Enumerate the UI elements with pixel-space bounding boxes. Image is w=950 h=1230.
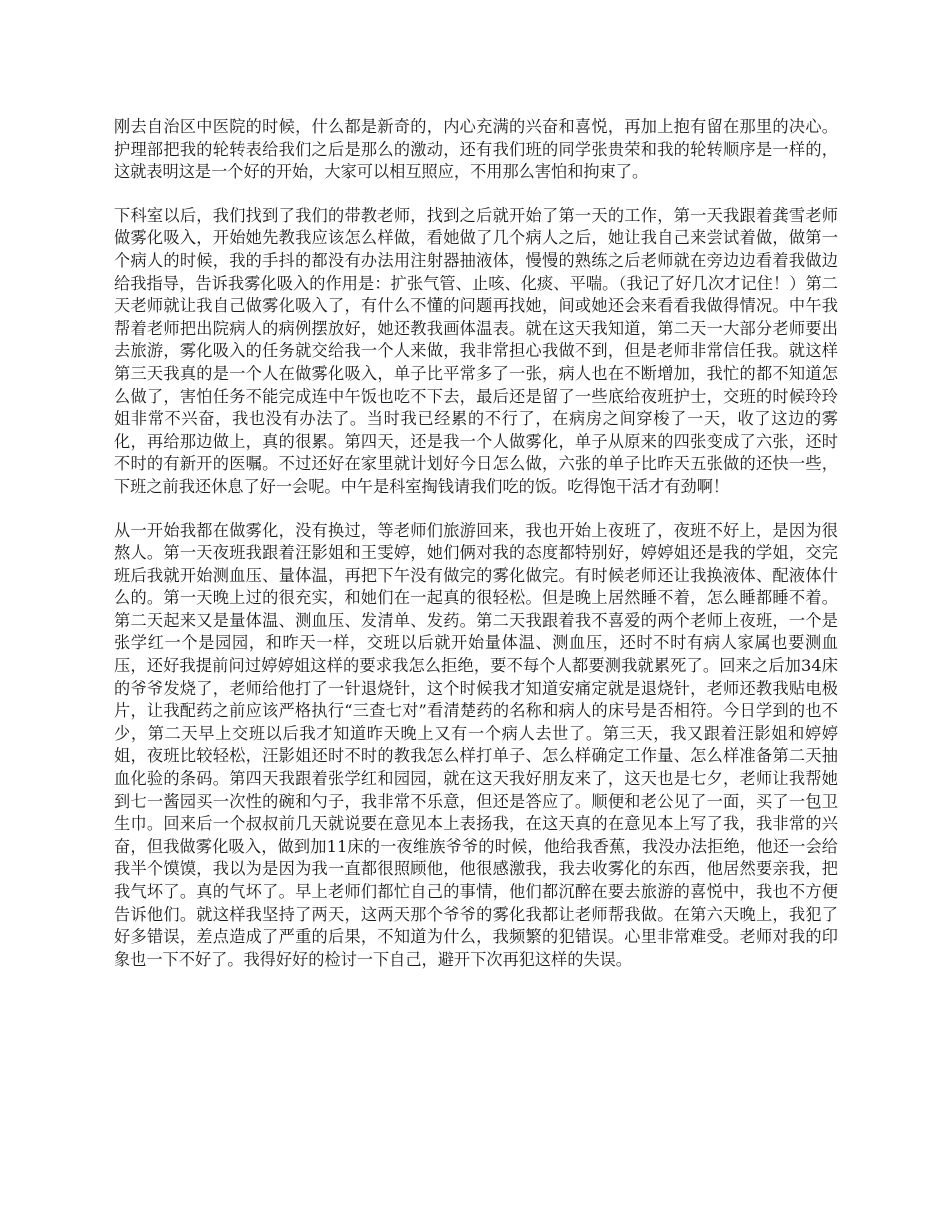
paragraph-3: 从一开始我都在做雾化，没有换过，等老师们旅游回来，我也开始上夜班了，夜班不好上，是因为很熬人。第一天夜班我跟着汪影姐和王雯婷，她们俩对我的态度都特别好，婷婷姐还是我的学姐，交完班后我就开始测血压、量体温，再把下午没有做完的雾化做完。有时候老师还让我换液体、配液体什么的。第一天晚上过的很充实，和她们在一起真的很轻松。但是晚上居然睡不着，怎么睡都睡不着。第二天起来又是量体温、测血压、发清单、发药。第二天我跟着我不喜爱的两个老师上夜班，一个是张学红一个是园园，和昨天一样，交班以后就开始量体温、测血压，还时不时有病人家属也要测血压，还好我提前问过婷婷姐这样的要求我怎么拒绝，要不每个人都要测我就累死了。回来之后加34床的爷爷发烧了，老师给他打了一针退烧针，这个时候我才知道安痛定就是退烧针，老师还教我贴电极片，让我配药之前应该严格执行“三查七对”看清楚药的名称和病人的床号是否相符。今日学到的也不少，第二天早上交班以后我才知道昨天晚上又有一个病人去世了。第三天，我又跟着汪影姐和婷婷姐，夜班比较轻松，汪影姐还时不时的教我怎么样打单子、怎么样确定工作量、怎么样准备第二天抽血化验的条码。第四天我跟着张学红和园园，就在这天我好朋友来了，这天也是七夕，老师让我帮她到七一酱园买一次性的碗和勺子，我非常不乐意，但还是答应了。顺便和老公见了一面，买了一包卫生巾。回来后一个叔叔前几天就说要在意见本上表扬我，在这天真的在意见本上写了我，我非常的兴奋，但我做雾化吸入，做到加11床的一夜维族爷爷的时候，他给我香蕉，我没办法拒绝，他还一会给我半个馍馍，我以为是因为我一直都很照顾他，他很感激我，我去收雾化的东西，他居然要亲我，把我气坏了。真的气坏了。早上老师们都忙自己的事情，他们都沉醉在要去旅游的喜悦中，我也不方便告诉他们。就这样我坚持了两天，这两天那个爷爷的雾化我都让老师帮我做。在第六天晚上，我犯了好多错误，差点造成了严重的后果，不知道为什么，我频繁的犯错误。心里非常难受。老师对我的印象也一下不好了。我得好好的检讨一下自己，避开下次再犯这样的失误。 <box>114 520 838 969</box>
paragraph-2: 下科室以后，我们找到了我们的带教老师，找到之后就开始了第一天的工作，第一天我跟着龚雪老师做雾化吸入，开始她先教我应该怎么样做，看她做了几个病人之后，她让我自己来尝试着做，做第一个病人的时候，我的手抖的都没有办法用注射器抽液体，慢慢的熟练之后老师就在旁边边看着我做边给我指导，告诉我雾化吸入的作用是：扩张气管、止咳、化痰、平喘。（我记了好几次才记住！）第二天老师就让我自己做雾化吸入了，有什么不懂的问题再找她，间或她还会来看看我做得情况。中午我帮着老师把出院病人的病例摆放好，她还教我画体温表。就在这天我知道，第二天一大部分老师要出去旅游，雾化吸入的任务就交给我一个人来做，我非常担心我做不到，但是老师非常信任我。就这样第三天我真的是一个人在做雾化吸入，单子比平常多了一张，病人也在不断增加，我忙的都不知道怎么做了，害怕任务不能完成连中午饭也吃不下去，最后还是留了一些底给夜班护士，交班的时候玲玲姐非常不兴奋，我也没有办法了。当时我已经累的不行了，在病房之间穿梭了一天，收了这边的雾化，再给那边做上，真的很累。第四天，还是我一个人做雾化，单子从原来的四张变成了六张，还时不时的有新开的医嘱。不过还好在家里就计划好今日怎么做，六张的单子比昨天五张做的还快一些，下班之前我还休息了好一会呢。中午是科室掏钱请我们吃的饭。吃得饱干活才有劲啊！ <box>114 205 838 496</box>
document-body <box>114 116 838 992</box>
paragraph-1: 刚去自治区中医院的时候，什么都是新奇的，内心充满的兴奋和喜悦，再加上抱有留在那里的决心。护理部把我的轮转表给我们之后是那么的激动，还有我们班的同学张贵荣和我的轮转顺序是一样的，这就表明这是一个好的开始，大家可以相互照应，不用那么害怕和拘束了。 <box>114 117 838 182</box>
